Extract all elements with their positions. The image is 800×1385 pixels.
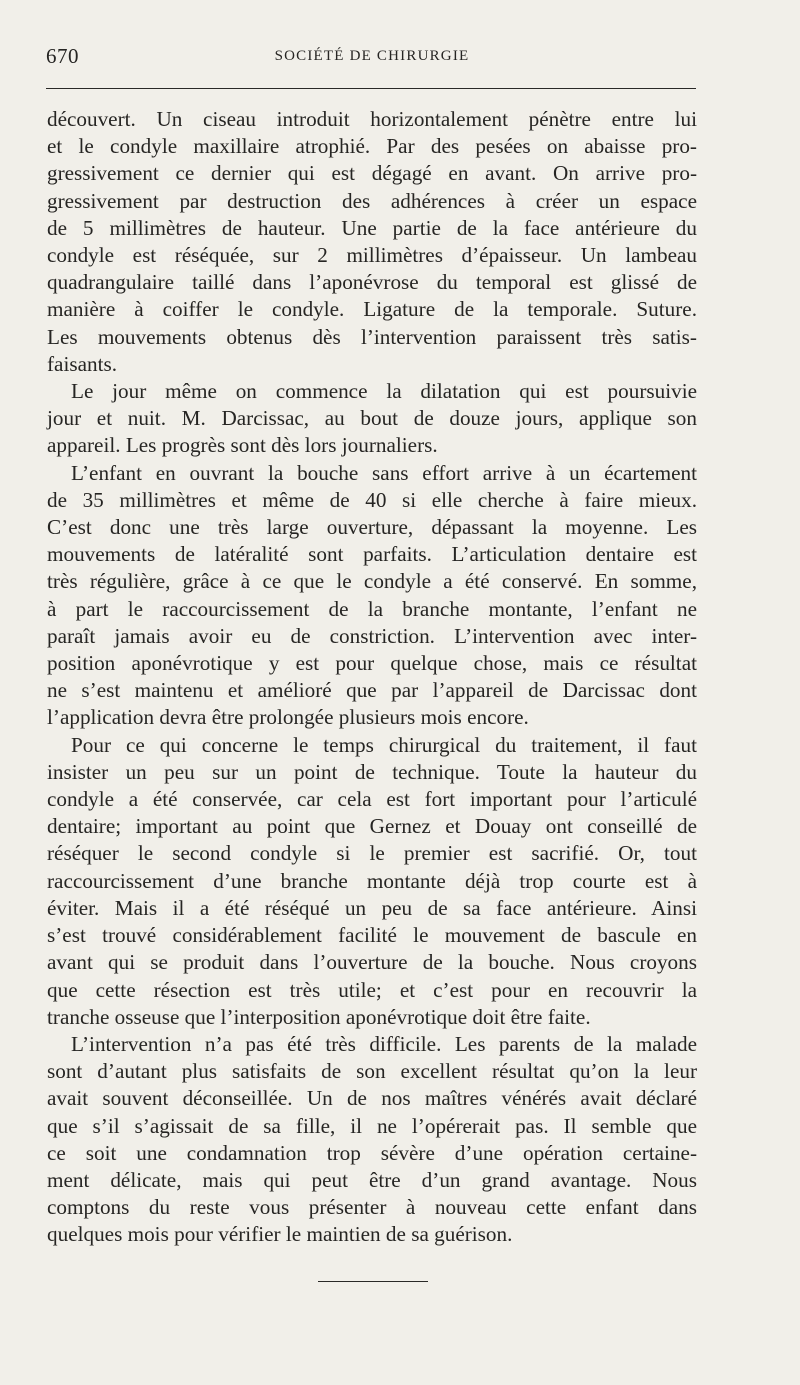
text-line: tranche osseuse que l’interposition aponévrotique doit être faite. bbox=[47, 1004, 591, 1029]
text-line: ne s’est maintenu et amélioré que par l’appareil de Darcissac dont bbox=[47, 678, 697, 703]
text-line: avant qui se produit dans l’ouverture de la bouche. Nous croyons bbox=[47, 950, 697, 975]
text-line: quadrangulaire taillé dans l’aponévrose du temporal est glissé de bbox=[47, 270, 697, 295]
text-line: jour et nuit. M. Darcissac, au bout de douze jours, applique son bbox=[47, 406, 697, 431]
text-line: réséquer le second condyle si le premier est sacrifié. Or, tout bbox=[47, 841, 697, 866]
text-line: très régulière, grâce à ce que le condyle a été conservé. En somme, bbox=[47, 569, 697, 594]
text-line: raccourcissement d’une branche montante déjà trop courte est à bbox=[47, 868, 697, 893]
text-line: gressivement ce dernier qui est dégagé en avant. On arrive pro- bbox=[47, 161, 697, 186]
text-line: gressivement par destruction des adhérences à créer un espace bbox=[47, 188, 697, 213]
paragraph bbox=[47, 732, 697, 1031]
text-line: Le jour même on commence la dilatation qui est poursuivie bbox=[71, 379, 697, 404]
text-line: condyle a été conservée, car cela est fort important pour l’articulé bbox=[47, 787, 697, 812]
paragraph bbox=[47, 1031, 697, 1249]
text-line: C’est donc une très large ouverture, dépassant la moyenne. Les bbox=[47, 515, 697, 540]
text-line: L’intervention n’a pas été très difficile. Les parents de la malade bbox=[71, 1031, 697, 1056]
text-line: ce soit une condamnation trop sévère d’une opération certaine- bbox=[47, 1140, 697, 1165]
text-line: découvert. Un ciseau introduit horizontalement pénètre entre lui bbox=[47, 107, 697, 131]
text-line: de 35 millimètres et même de 40 si elle cherche à faire mieux. bbox=[47, 487, 697, 512]
text-line: et le condyle maxillaire atrophié. Par des pesées on abaisse pro- bbox=[47, 134, 697, 159]
paragraph bbox=[47, 460, 697, 732]
text-line: condyle est réséquée, sur 2 millimètres d’épaisseur. Un lambeau bbox=[47, 243, 697, 268]
page-number: 670 bbox=[46, 44, 79, 68]
text-line: éviter. Mais il a été réséqué un peu de sa face antérieure. Ainsi bbox=[47, 895, 697, 920]
text-line: manière à coiffer le condyle. Ligature de la temporale. Suture. bbox=[47, 297, 697, 322]
text-line: de 5 millimètres de hauteur. Une partie de la face antérieure du bbox=[47, 215, 697, 240]
text-line: mouvements de latéralité sont parfaits. L’articulation dentaire est bbox=[47, 542, 697, 567]
text-line: faisants. bbox=[47, 351, 118, 376]
text-line: dentaire; important au point que Gernez et Douay ont conseillé de bbox=[47, 814, 697, 839]
body-text bbox=[47, 106, 697, 1249]
text-line: position aponévrotique y est pour quelque chose, mais ce résultat bbox=[47, 651, 697, 676]
text-line: Pour ce qui concerne le temps chirurgical du traitement, il faut bbox=[71, 732, 697, 757]
text-line: L’enfant en ouvrant la bouche sans effort arrive à un écartement bbox=[71, 460, 697, 485]
text-line: s’est trouvé considérablement facilité le mouvement de bascule en bbox=[47, 923, 697, 948]
running-title: SOCIÉTÉ DE CHIRURGIE bbox=[274, 48, 470, 64]
text-line: à part le raccourcissement de la branche montante, l’enfant ne bbox=[47, 596, 697, 621]
text-line: paraît jamais avoir eu de constriction. L’intervention avec inter- bbox=[47, 623, 697, 648]
text-line: comptons du reste vous présenter à nouveau cette enfant dans bbox=[47, 1195, 697, 1220]
text-line: ment délicate, mais qui peut être d’un grand avantage. Nous bbox=[47, 1167, 697, 1192]
text-line: Les mouvements obtenus dès l’intervention paraissent très satis- bbox=[47, 324, 697, 349]
paragraph bbox=[47, 378, 697, 460]
text-line: que s’il s’agissait de sa fille, il ne l’opérerait pas. Il semble que bbox=[47, 1113, 697, 1138]
text-line: que cette résection est très utile; et c’est pour en recouvrir la bbox=[47, 977, 697, 1002]
text-line: avait souvent déconseillée. Un de nos maîtres vénérés avait déclaré bbox=[47, 1086, 697, 1111]
text-line: l’application devra être prolongée plusieurs mois encore. bbox=[47, 705, 529, 730]
header-rule bbox=[46, 88, 696, 89]
text-line: quelques mois pour vérifier le maintien de sa guérison. bbox=[47, 1222, 513, 1247]
page-header bbox=[46, 44, 698, 74]
end-rule bbox=[318, 1281, 428, 1282]
paragraph bbox=[47, 106, 697, 378]
text-line: appareil. Les progrès sont dès lors journaliers. bbox=[47, 433, 438, 458]
text-line: insister un peu sur un point de technique. Toute la hauteur du bbox=[47, 759, 697, 784]
text-line: sont d’autant plus satisfaits de son excellent résultat qu’on la leur bbox=[47, 1059, 697, 1084]
